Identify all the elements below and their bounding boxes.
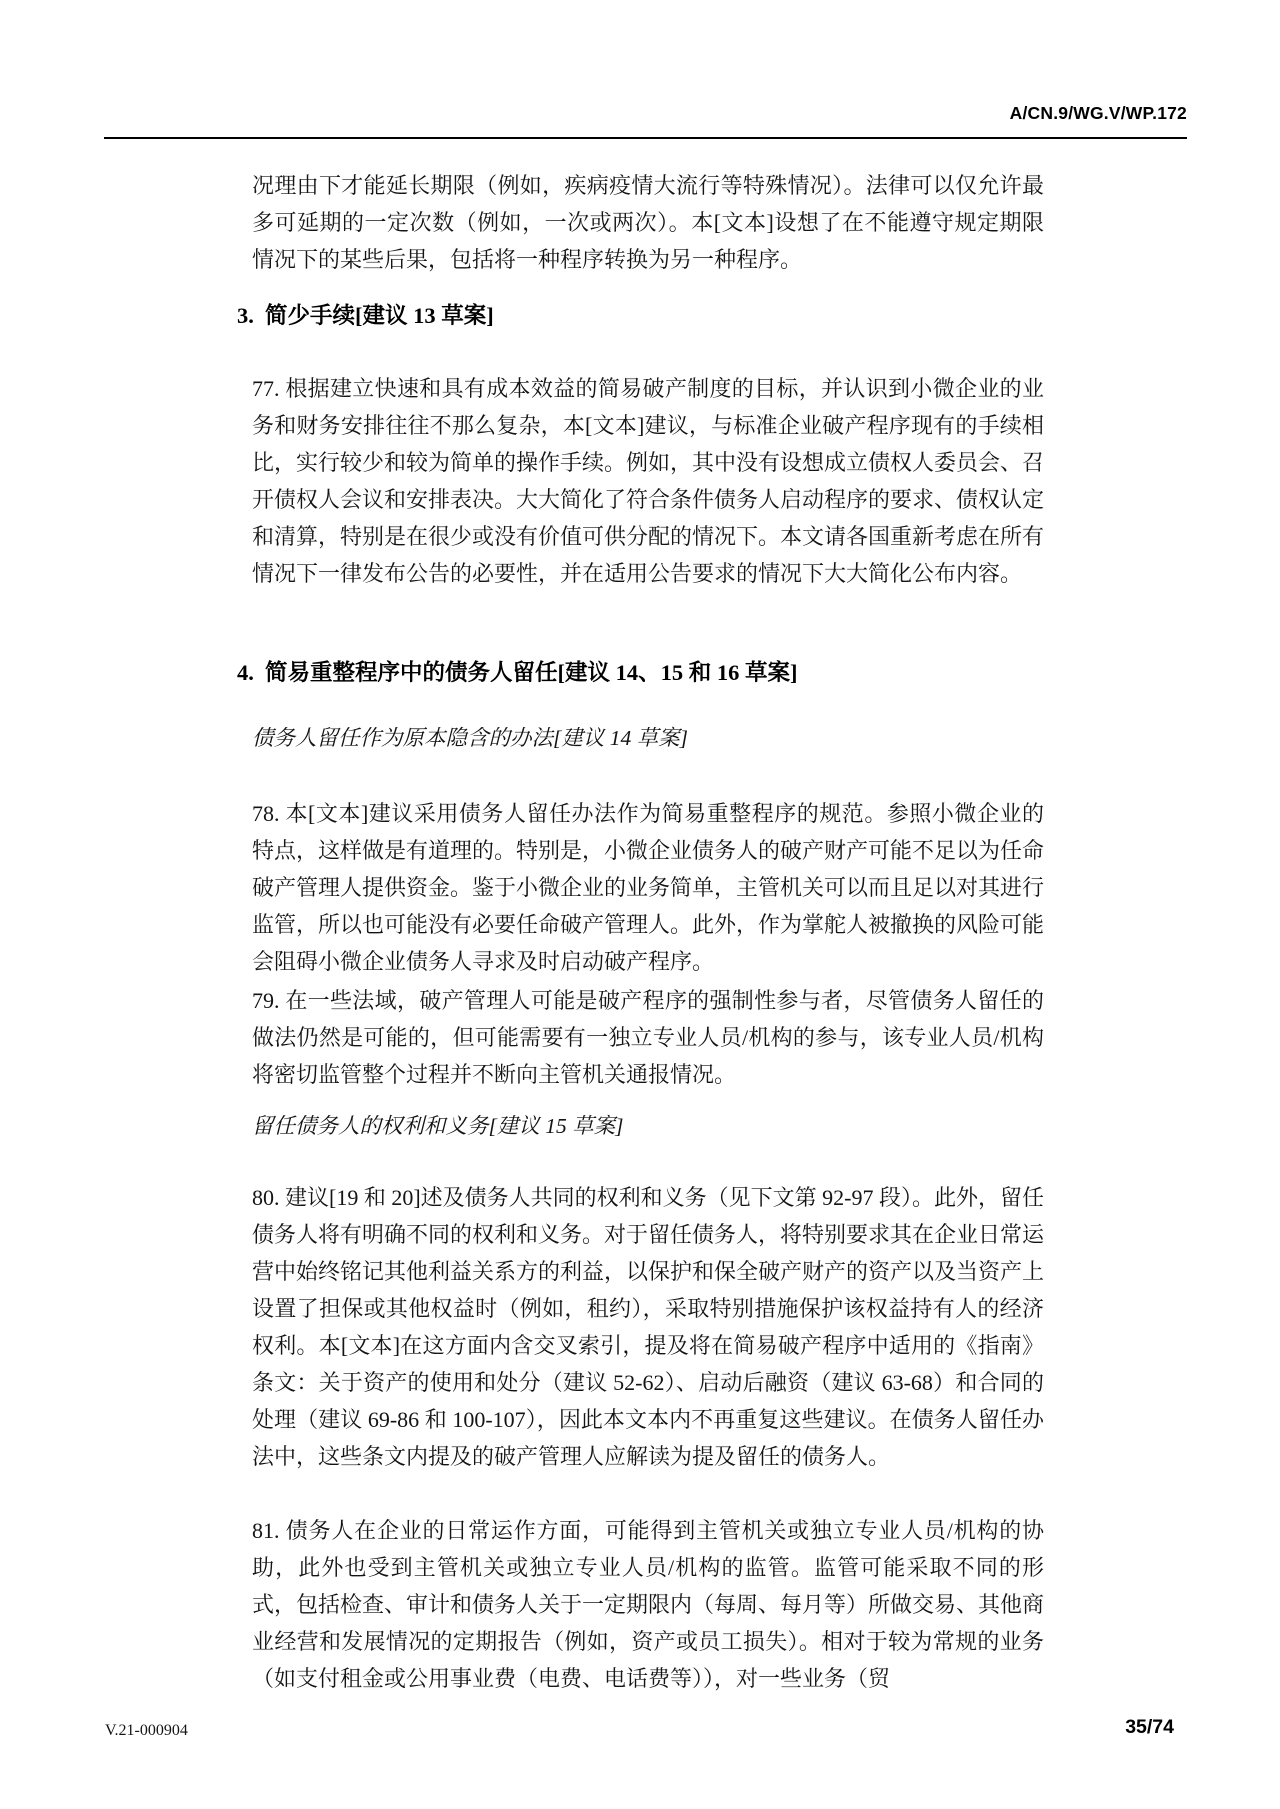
- paragraph-80: [252, 1179, 1044, 1475]
- footer-job-number: V.21-000904: [105, 1722, 188, 1739]
- subheading-recommendation-15: 留任债务人的权利和义务[建议 15 草案]: [252, 1114, 624, 1138]
- paragraph-81: [252, 1512, 1044, 1697]
- paragraph-79-number: 79.: [252, 988, 280, 1013]
- document-symbol: A/CN.9/WG.V/WP.172: [1009, 103, 1187, 123]
- section-4-heading: [237, 657, 1087, 689]
- subheading-recommendation-14: 债务人留任作为原本隐含的办法[建议 14 草案]: [252, 726, 688, 750]
- section-4-title: 简易重整程序中的债务人留任[建议 14、15 和 16 草案]: [265, 660, 798, 685]
- paragraph-78-text: 本[文本]建议采用债务人留任办法作为简易重整程序的规范。参照小微企业的特点，这样做是有道理的。特别是，小微企业债务人的破产财产可能不足以为任命破产管理人提供资金。鉴于小微企业的业务简单，主管机关可以而且足以对其进行监管，所以也可能没有必要任命破产管理人。此外，作为掌舵人被撤换的风险可能会阻碍小微企业债务人寻求及时启动破产程序。: [252, 801, 1045, 974]
- intro-paragraph-text: 况理由下才能延长期限（例如，疾病疫情大流行等特殊情况）。法律可以仅允许最多可延期的一定次数（例如，一次或两次）。本[文本]设想了在不能遵守规定期限情况下的某些后果，包括将一种程序转换为另一种程序。: [252, 173, 1044, 272]
- header-divider: [104, 137, 1187, 139]
- paragraph-78-number: 78.: [252, 801, 280, 826]
- intro-paragraph: [252, 167, 1044, 278]
- paragraph-80-text: 建议[19 和 20]述及债务人共同的权利和义务（见下文第 92-97 段）。此外，留任债务人将有明确不同的权利和义务。对于留任债务人，将特别要求其在企业日常运营中始终铭记其他利益关系方的利益，以保护和保全破产财产的资产以及当资产上设置了担保或其他权益时（例如，租约），采取特别措施保护该权益持有人的经济权利。本[文本]在这方面内含交叉索引，提及将在简易破产程序中适用的《指南》条文：关于资产的使用和处分（建议 52-62）、启动后融资（建议 63-68）和合同的处理（建议 69-86 和 100-107），因此本文本内不再重复这些建议。在债务人留任办法中，这些条文内提及的破产管理人应解读为提及留任的债务人。: [252, 1185, 1045, 1469]
- paragraph-78: [252, 795, 1044, 980]
- paragraph-77-number: 77.: [252, 376, 280, 401]
- footer-page-number: 35/74: [1125, 1716, 1174, 1738]
- section-3-heading: [237, 300, 1087, 332]
- section-3-title: 简少手续[建议 13 草案]: [265, 303, 494, 328]
- paragraph-80-number: 80.: [252, 1185, 280, 1210]
- section-3-number: 3.: [237, 303, 254, 328]
- paragraph-79: [252, 982, 1044, 1093]
- paragraph-79-text: 在一些法域，破产管理人可能是破产程序的强制性参与者，尽管债务人留任的做法仍然是可能的，但可能需要有一独立专业人员/机构的参与，该专业人员/机构将密切监管整个过程并不断向主管机关通报情况。: [252, 988, 1044, 1087]
- paragraph-77: [252, 370, 1044, 592]
- paragraph-77-text: 根据建立快速和具有成本效益的简易破产制度的目标，并认识到小微企业的业务和财务安排往往不那么复杂，本[文本]建议，与标准企业破产程序现有的手续相比，实行较少和较为简单的操作手续。例如，其中没有设想成立债权人委员会、召开债权人会议和安排表决。大大简化了符合条件债务人启动程序的要求、债权认定和清算，特别是在很少或没有价值可供分配的情况下。本文请各国重新考虑在所有情况下一律发布公告的必要性，并在适用公告要求的情况下大大简化公布内容。: [252, 376, 1045, 586]
- paragraph-81-text: 债务人在企业的日常运作方面，可能得到主管机关或独立专业人员/机构的协助，此外也受到主管机关或独立专业人员/机构的监管。监管可能采取不同的形式，包括检查、审计和债务人关于一定期限内（每周、每月等）所做交易、其他商业经营和发展情况的定期报告（例如，资产或员工损失）。相对于较为常规的业务（如支付租金或公用事业费（电费、电话费等）），对一些业务（贸: [252, 1518, 1045, 1691]
- section-4-number: 4.: [237, 660, 254, 685]
- paragraph-81-number: 81.: [252, 1518, 280, 1543]
